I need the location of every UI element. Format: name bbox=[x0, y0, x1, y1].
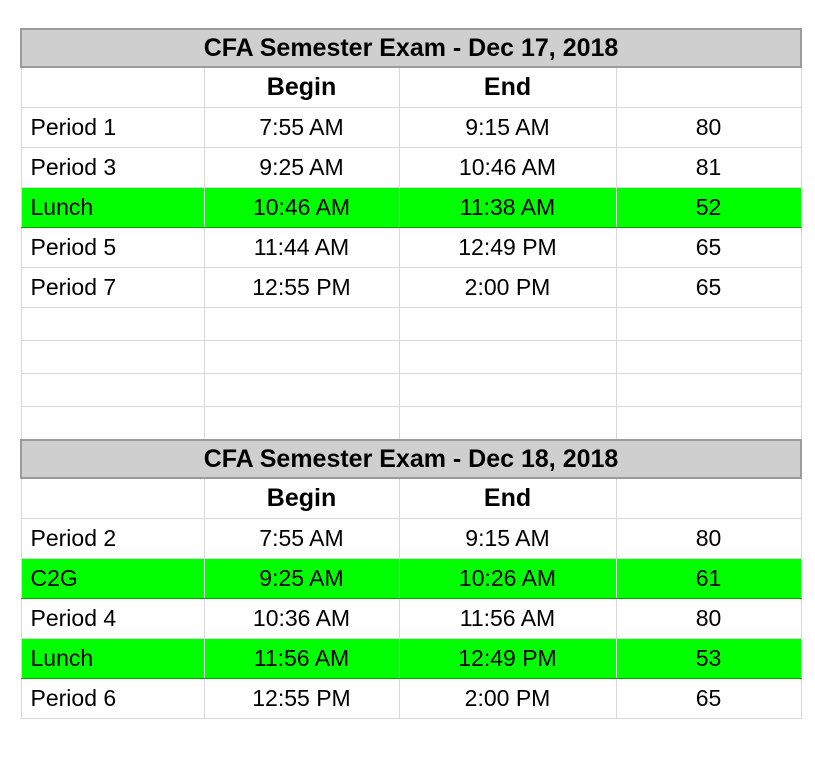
column-header-blank-left bbox=[21, 67, 204, 108]
empty-cell bbox=[616, 374, 801, 407]
empty-cell bbox=[21, 308, 204, 341]
table-row bbox=[21, 108, 801, 148]
end-time-cell: 2:00 PM bbox=[399, 679, 616, 719]
end-time-cell: 9:15 AM bbox=[399, 108, 616, 148]
column-header-blank-right bbox=[616, 478, 801, 519]
begin-time-cell: 9:25 AM bbox=[204, 148, 399, 188]
table-title: CFA Semester Exam - Dec 18, 2018 bbox=[21, 440, 801, 478]
row-label-cell: Period 6 bbox=[21, 679, 204, 719]
table-row bbox=[21, 599, 801, 639]
end-time-cell: 2:00 PM bbox=[399, 268, 616, 308]
begin-time-cell: 12:55 PM bbox=[204, 268, 399, 308]
empty-cell bbox=[21, 374, 204, 407]
table-row bbox=[21, 559, 801, 599]
table-row bbox=[21, 639, 801, 679]
schedule-sheet bbox=[20, 28, 800, 719]
duration-cell: 80 bbox=[616, 108, 801, 148]
duration-cell: 53 bbox=[616, 639, 801, 679]
duration-cell: 65 bbox=[616, 268, 801, 308]
begin-time-cell: 11:56 AM bbox=[204, 639, 399, 679]
column-header-blank-left bbox=[21, 478, 204, 519]
empty-cell bbox=[204, 341, 399, 374]
duration-cell: 80 bbox=[616, 519, 801, 559]
duration-cell: 65 bbox=[616, 679, 801, 719]
duration-cell: 80 bbox=[616, 599, 801, 639]
column-header-end: End bbox=[399, 67, 616, 108]
begin-time-cell: 12:55 PM bbox=[204, 679, 399, 719]
begin-time-cell: 10:36 AM bbox=[204, 599, 399, 639]
column-header-begin: Begin bbox=[204, 67, 399, 108]
exam-schedule-table bbox=[20, 28, 802, 719]
row-label-cell: Lunch bbox=[21, 188, 204, 228]
empty-cell bbox=[616, 341, 801, 374]
begin-time-cell: 11:44 AM bbox=[204, 228, 399, 268]
duration-cell: 65 bbox=[616, 228, 801, 268]
duration-cell: 61 bbox=[616, 559, 801, 599]
begin-time-cell: 10:46 AM bbox=[204, 188, 399, 228]
table-row bbox=[21, 188, 801, 228]
duration-cell: 81 bbox=[616, 148, 801, 188]
empty-cell bbox=[399, 374, 616, 407]
empty-cell bbox=[616, 308, 801, 341]
table-row bbox=[21, 268, 801, 308]
table-title: CFA Semester Exam - Dec 17, 2018 bbox=[21, 29, 801, 67]
begin-time-cell: 7:55 AM bbox=[204, 108, 399, 148]
empty-cell bbox=[616, 407, 801, 441]
end-time-cell: 10:46 AM bbox=[399, 148, 616, 188]
table-row bbox=[21, 679, 801, 719]
row-label-cell: Period 1 bbox=[21, 108, 204, 148]
table-row bbox=[21, 228, 801, 268]
column-header-blank-right bbox=[616, 67, 801, 108]
empty-row bbox=[21, 374, 801, 407]
table-title-row bbox=[21, 440, 801, 478]
table-title-row bbox=[21, 29, 801, 67]
end-time-cell: 11:56 AM bbox=[399, 599, 616, 639]
end-time-cell: 11:38 AM bbox=[399, 188, 616, 228]
empty-cell bbox=[399, 407, 616, 441]
end-time-cell: 10:26 AM bbox=[399, 559, 616, 599]
column-header-begin: Begin bbox=[204, 478, 399, 519]
column-header-row bbox=[21, 478, 801, 519]
empty-cell bbox=[399, 308, 616, 341]
end-time-cell: 9:15 AM bbox=[399, 519, 616, 559]
begin-time-cell: 7:55 AM bbox=[204, 519, 399, 559]
row-label-cell: Period 3 bbox=[21, 148, 204, 188]
column-header-row bbox=[21, 67, 801, 108]
empty-row bbox=[21, 341, 801, 374]
empty-row bbox=[21, 308, 801, 341]
schedule-grid-body bbox=[21, 29, 801, 719]
column-header-end: End bbox=[399, 478, 616, 519]
duration-cell: 52 bbox=[616, 188, 801, 228]
empty-cell bbox=[21, 341, 204, 374]
empty-cell bbox=[204, 407, 399, 441]
row-label-cell: Period 2 bbox=[21, 519, 204, 559]
row-label-cell: Period 7 bbox=[21, 268, 204, 308]
row-label-cell: Period 5 bbox=[21, 228, 204, 268]
table-row bbox=[21, 519, 801, 559]
row-label-cell: Period 4 bbox=[21, 599, 204, 639]
end-time-cell: 12:49 PM bbox=[399, 639, 616, 679]
empty-cell bbox=[204, 308, 399, 341]
empty-cell bbox=[399, 341, 616, 374]
row-label-cell: Lunch bbox=[21, 639, 204, 679]
empty-row bbox=[21, 407, 801, 441]
begin-time-cell: 9:25 AM bbox=[204, 559, 399, 599]
end-time-cell: 12:49 PM bbox=[399, 228, 616, 268]
row-label-cell: C2G bbox=[21, 559, 204, 599]
empty-cell bbox=[21, 407, 204, 441]
table-row bbox=[21, 148, 801, 188]
empty-cell bbox=[204, 374, 399, 407]
